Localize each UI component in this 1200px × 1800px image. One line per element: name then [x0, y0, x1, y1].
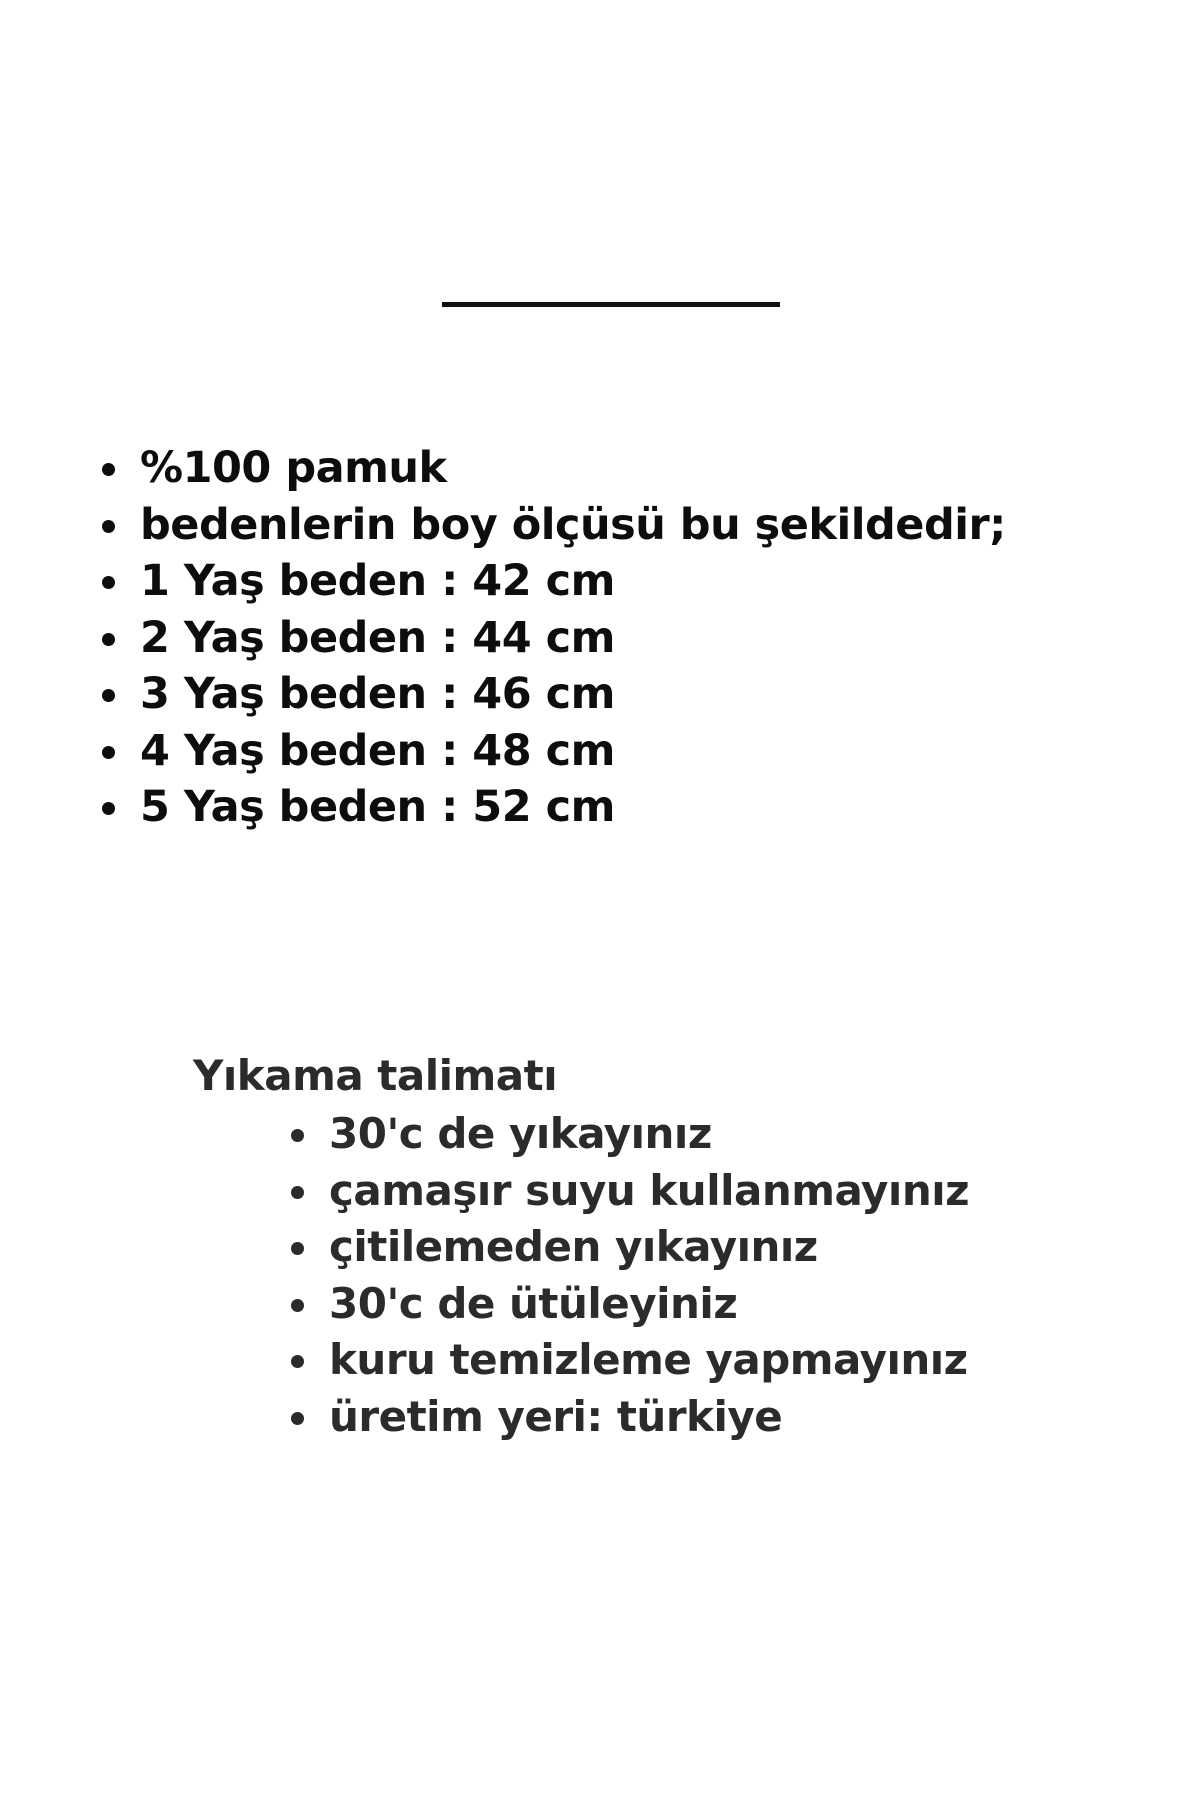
spec-item-size-1: 1 Yaş beden : 42 cm: [140, 553, 1006, 610]
care-item-origin: üretim yeri: türkiye: [329, 1389, 969, 1446]
care-item-iron-temp: 30'c de ütüleyiniz: [329, 1276, 969, 1333]
spec-item-fabric: %100 pamuk: [140, 440, 1006, 497]
spec-item-size-3: 3 Yaş beden : 46 cm: [140, 666, 1006, 723]
care-instructions-title: Yıkama talimatı: [193, 1051, 558, 1100]
care-item-no-bleach: çamaşır suyu kullanmayınız: [329, 1163, 969, 1220]
care-item-wash-temp: 30'c de yıkayınız: [329, 1106, 969, 1163]
care-item-no-dry-clean: kuru temizleme yapmayınız: [329, 1332, 969, 1389]
spec-item-size-5: 5 Yaş beden : 52 cm: [140, 779, 1006, 836]
product-specs-list: [140, 440, 1006, 836]
spec-item-size-2: 2 Yaş beden : 44 cm: [140, 610, 1006, 667]
care-instructions-list: [329, 1106, 969, 1445]
spec-item-size-4: 4 Yaş beden : 48 cm: [140, 723, 1006, 780]
care-item-no-rubbing: çitilemeden yıkayınız: [329, 1219, 969, 1276]
top-divider-line: [442, 302, 780, 307]
spec-item-size-intro: bedenlerin boy ölçüsü bu şekildedir;: [140, 497, 1006, 554]
